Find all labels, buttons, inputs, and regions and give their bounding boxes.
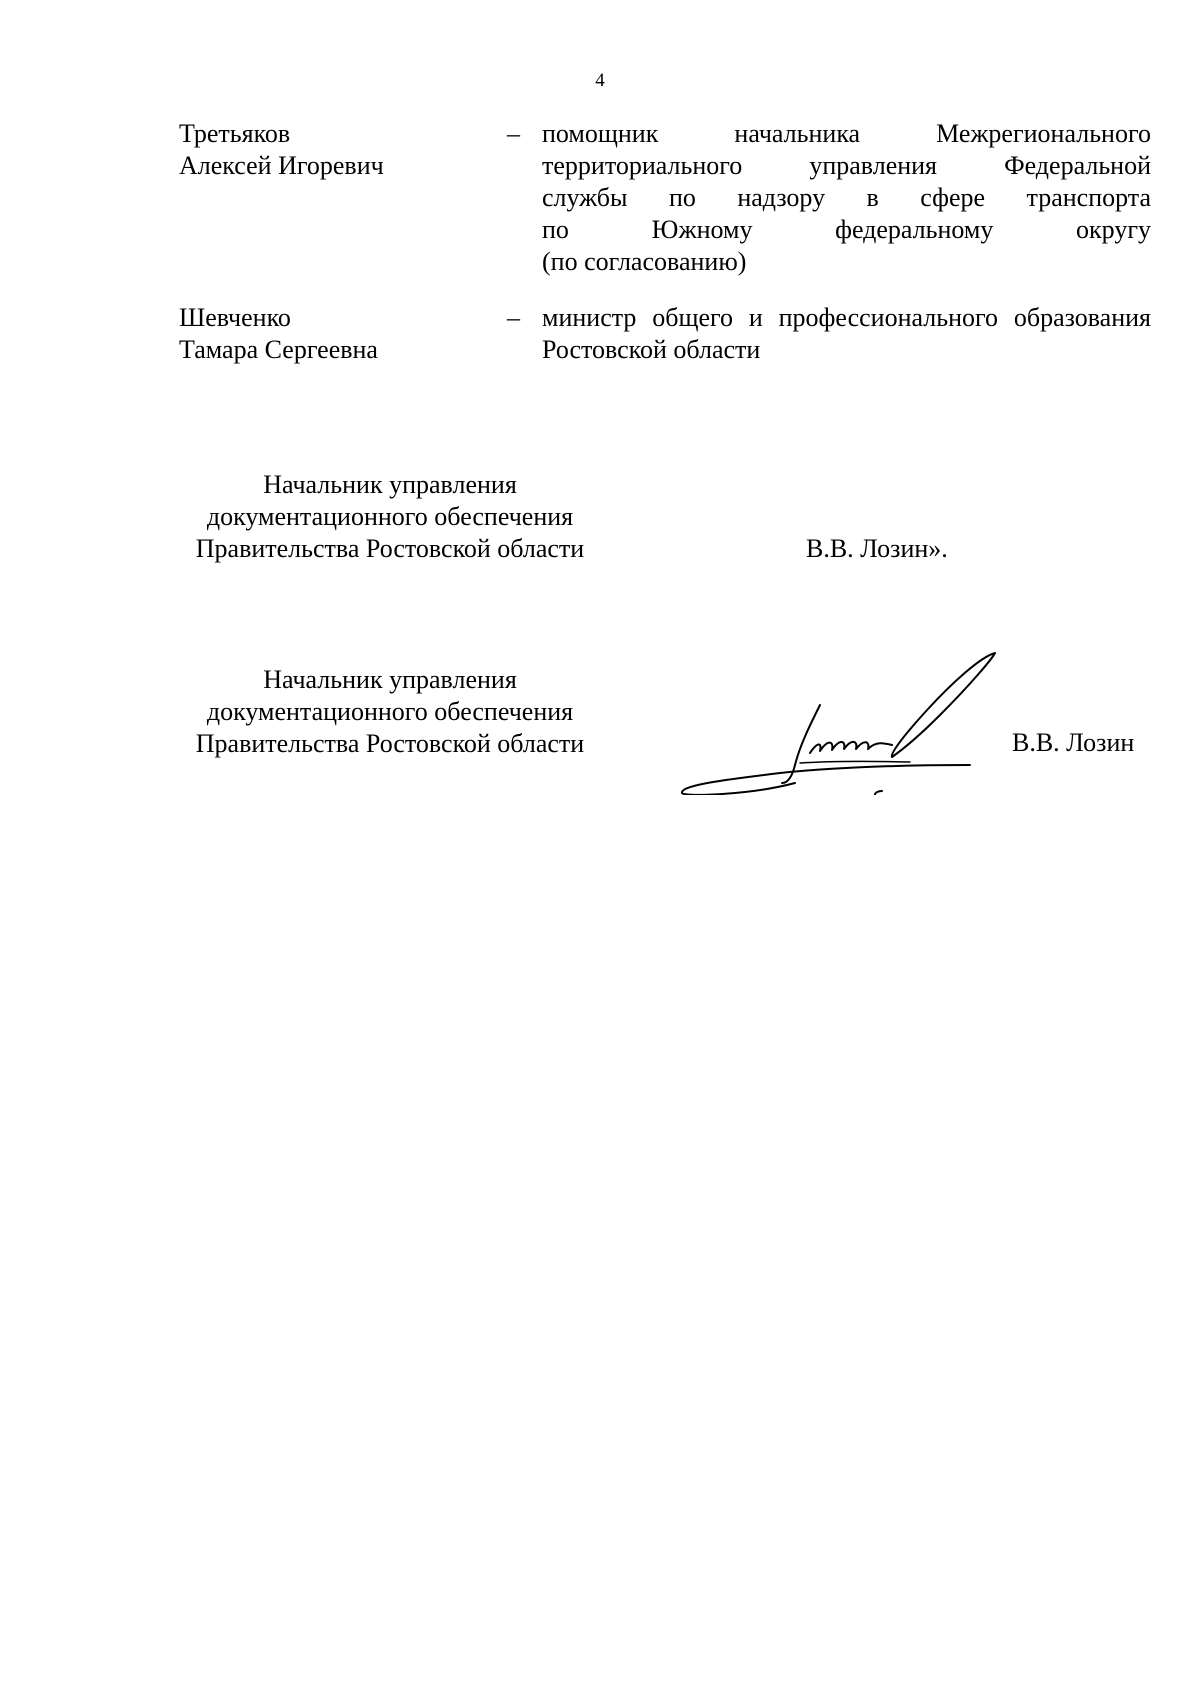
member-given-names: Алексей Игоревич: [179, 151, 384, 180]
position-line: Ростовской области: [542, 335, 761, 364]
member-position: [542, 118, 1151, 278]
member-given-names: Тамара Сергеевна: [179, 335, 378, 364]
signatory-title-line: Правительства Ростовской области: [195, 729, 585, 758]
position-line: территориального управления Федеральной: [542, 151, 1151, 180]
signatory-title: [160, 469, 620, 565]
member-surname: Шевченко: [179, 303, 291, 332]
signatory-title-line: документационного обеспечения: [206, 502, 574, 531]
signatory-name: В.В. Лозин».: [806, 534, 948, 563]
handwritten-signature: [670, 645, 1010, 795]
signatory-title-line: документационного обеспечения: [206, 697, 574, 726]
signatory-title-line: Правительства Ростовской области: [195, 534, 585, 563]
signatory-title-line: Начальник управления: [263, 665, 517, 694]
member-position: [542, 302, 1151, 366]
position-line: (по согласованию): [542, 247, 747, 276]
page-number: 4: [595, 70, 605, 91]
member-dash: –: [507, 303, 520, 332]
member-dash: –: [507, 119, 520, 148]
member-surname: Третьяков: [179, 119, 291, 148]
position-line: службы по надзору в сфере транспорта: [542, 183, 1151, 212]
position-line: по Южному федеральному округу: [542, 215, 1151, 244]
position-line: министр общего и профессионального образования: [542, 303, 1151, 332]
signatory-title-line: Начальник управления: [263, 470, 517, 499]
position-line: помощник начальника Межрегионального: [542, 119, 1151, 148]
member-name: [179, 118, 499, 182]
member-name: [179, 302, 499, 366]
signatory-name: В.В. Лозин: [1012, 728, 1135, 757]
signatory-title: [160, 664, 620, 760]
